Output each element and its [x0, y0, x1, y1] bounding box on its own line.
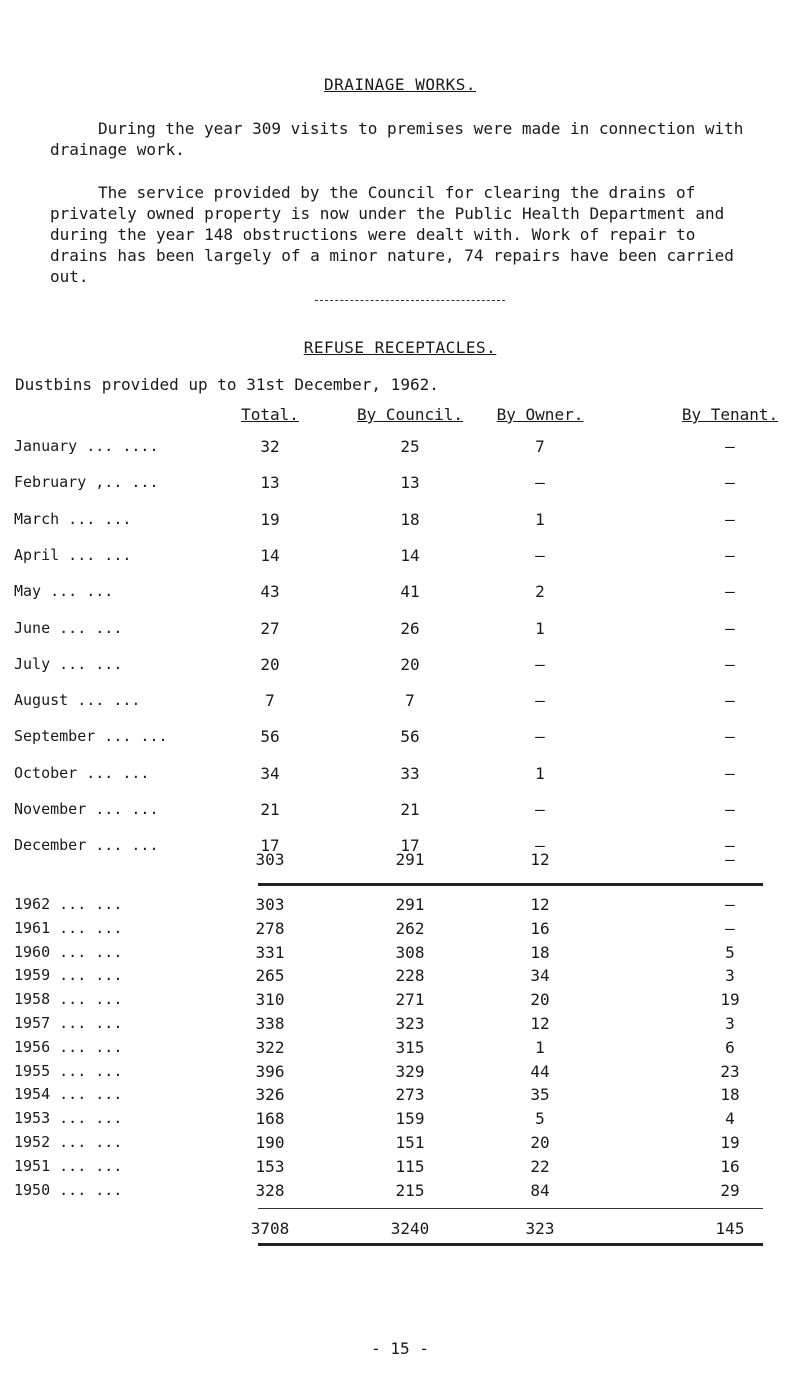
by-owner-cell: 5	[535, 1109, 545, 1129]
by-tenant-cell: 5	[725, 942, 735, 962]
total-cell: 168	[255, 1109, 285, 1129]
row-label: 1955 ... ...	[14, 1061, 123, 1080]
total-cell: 338	[255, 1014, 285, 1033]
by-tenant-cell: 3	[725, 966, 735, 986]
by-tenant-cell: –	[725, 545, 735, 565]
yearly-total-council: 3240	[390, 1219, 430, 1238]
by-council-cell: 41	[400, 582, 420, 602]
month-row	[0, 619, 800, 641]
by-tenant-cell: 19	[720, 1133, 740, 1152]
by-tenant-cell: 16	[720, 1156, 740, 1176]
year-row	[0, 1109, 800, 1131]
drain-clearing-paragraph: The service provided by the Council for clearing the drains of privately owned property is now under the Public Health Department and during the year 148 obstructions were dealt with. Work of repair to drains has been largely of a minor nature, 74 repairs have been carried out.	[50, 183, 734, 286]
monthly-total-underline	[258, 883, 763, 886]
by-tenant-cell: 19	[720, 990, 740, 1010]
monthly-total-owner: 12	[530, 850, 550, 869]
total-cell: 34	[260, 763, 280, 783]
total-cell: 17	[260, 836, 280, 856]
by-tenant-cell: –	[725, 618, 735, 638]
by-owner-cell: 18	[530, 942, 550, 962]
by-owner-cell: –	[535, 545, 545, 565]
by-council-cell: 323	[395, 1014, 425, 1033]
row-label: June ... ...	[14, 618, 123, 637]
section-divider	[315, 300, 505, 301]
by-council-cell: 13	[400, 473, 420, 493]
by-council-cell: 215	[395, 1180, 425, 1200]
row-label: 1960 ... ...	[14, 942, 123, 961]
by-owner-cell: 16	[530, 918, 550, 938]
by-owner-cell: 1	[535, 509, 545, 529]
by-council-cell: 115	[395, 1156, 425, 1176]
total-cell: 328	[255, 1180, 285, 1200]
monthly-total-tenant: –	[725, 850, 735, 869]
by-council-cell: 56	[400, 727, 420, 747]
by-council-cell: 271	[395, 990, 425, 1010]
monthly-total-council: 291	[395, 850, 425, 869]
by-tenant-cell: –	[725, 836, 735, 856]
by-council-cell: 21	[400, 800, 420, 819]
by-owner-cell: 35	[530, 1085, 550, 1105]
year-row	[0, 1038, 800, 1060]
total-cell: 278	[255, 918, 285, 938]
month-row	[0, 510, 800, 532]
row-label: August ... ...	[14, 691, 141, 710]
row-label: 1951 ... ...	[14, 1156, 123, 1175]
year-row	[0, 1157, 800, 1179]
month-row	[0, 800, 800, 822]
by-council-cell: 33	[400, 763, 420, 783]
row-label: April ... ...	[14, 545, 132, 564]
total-cell: 153	[255, 1156, 285, 1176]
total-cell: 21	[260, 800, 280, 819]
total-cell: 331	[255, 942, 285, 962]
by-owner-cell: 34	[530, 966, 550, 986]
row-label: 1954 ... ...	[14, 1085, 123, 1104]
total-cell: 396	[255, 1061, 285, 1081]
by-tenant-cell: 6	[725, 1037, 735, 1057]
by-owner-cell: 20	[530, 990, 550, 1010]
total-cell: 326	[255, 1085, 285, 1105]
by-tenant-cell: –	[725, 654, 735, 674]
by-owner-cell: –	[535, 691, 545, 711]
total-cell: 32	[260, 437, 280, 456]
row-label: 1958 ... ...	[14, 990, 123, 1009]
by-tenant-cell: 18	[720, 1085, 740, 1105]
by-council-cell: 14	[400, 545, 420, 565]
by-council-cell: 308	[395, 942, 425, 962]
row-label: December ... ...	[14, 836, 159, 855]
header-total: Total.	[241, 405, 299, 424]
by-owner-cell: –	[535, 473, 545, 493]
month-row	[0, 691, 800, 713]
by-council-cell: 26	[400, 618, 420, 638]
row-label: 1957 ... ...	[14, 1014, 123, 1032]
year-row	[0, 1014, 800, 1036]
by-tenant-cell: –	[725, 691, 735, 711]
by-council-cell: 329	[395, 1061, 425, 1081]
by-owner-cell: 44	[530, 1061, 550, 1081]
by-tenant-cell: 23	[720, 1061, 740, 1081]
by-owner-cell: 7	[535, 437, 545, 456]
yearly-total-tenant: 145	[715, 1219, 745, 1238]
page-title: DRAINAGE WORKS.	[324, 75, 476, 94]
month-row	[0, 582, 800, 604]
by-owner-cell: 12	[530, 895, 550, 914]
by-council-cell: 228	[395, 966, 425, 986]
year-row	[0, 1181, 800, 1203]
by-owner-cell: 1	[535, 618, 545, 638]
refuse-receptacles-heading: REFUSE RECEPTACLES.	[303, 338, 497, 357]
total-cell: 190	[255, 1133, 285, 1152]
row-label: May ... ...	[14, 582, 114, 601]
by-tenant-cell: –	[725, 918, 735, 938]
total-cell: 14	[260, 545, 280, 565]
row-label: March ... ...	[14, 509, 132, 528]
total-cell: 322	[255, 1037, 285, 1057]
yearly-totals-row	[0, 1219, 800, 1241]
row-label: 1952 ... ...	[14, 1133, 123, 1151]
by-owner-cell: 1	[535, 763, 545, 783]
total-cell: 27	[260, 618, 280, 638]
by-tenant-cell: –	[725, 437, 735, 456]
by-tenant-cell: –	[725, 727, 735, 747]
total-cell: 303	[255, 895, 285, 914]
by-council-cell: 291	[395, 895, 425, 914]
row-label: 1956 ... ...	[14, 1037, 123, 1056]
by-council-cell: 262	[395, 918, 425, 938]
header-by-council: By Council.	[357, 405, 463, 424]
by-tenant-cell: –	[725, 509, 735, 529]
year-row	[0, 1085, 800, 1107]
year-row	[0, 990, 800, 1012]
by-tenant-cell: –	[725, 800, 735, 819]
by-owner-cell: 22	[530, 1156, 550, 1176]
month-row	[0, 727, 800, 749]
yearly-total-total: 3708	[250, 1219, 290, 1238]
total-cell: 7	[265, 691, 275, 711]
total-cell: 56	[260, 727, 280, 747]
year-row	[0, 919, 800, 941]
month-row	[0, 655, 800, 677]
total-cell: 19	[260, 509, 280, 529]
month-row	[0, 437, 800, 459]
row-label: October ... ...	[14, 763, 150, 782]
by-tenant-cell: –	[725, 473, 735, 493]
total-cell: 13	[260, 473, 280, 493]
year-row	[0, 895, 800, 917]
by-tenant-cell: 3	[725, 1014, 735, 1033]
by-owner-cell: 2	[535, 582, 545, 602]
month-row	[0, 546, 800, 568]
year-row	[0, 966, 800, 988]
monthly-total-total: 303	[255, 850, 285, 869]
by-council-cell: 315	[395, 1037, 425, 1057]
by-tenant-cell: 29	[720, 1180, 740, 1200]
year-row	[0, 943, 800, 965]
by-owner-cell: 1	[535, 1037, 545, 1057]
by-owner-cell: 20	[530, 1133, 550, 1152]
by-tenant-cell: –	[725, 582, 735, 602]
yearly-total-overline	[258, 1208, 763, 1209]
by-council-cell: 25	[400, 437, 420, 456]
by-tenant-cell: –	[725, 763, 735, 783]
row-label: 1961 ... ...	[14, 918, 123, 937]
monthly-totals-row	[0, 850, 800, 872]
row-label: 1953 ... ...	[14, 1109, 123, 1128]
header-by-owner: By Owner.	[496, 405, 584, 424]
by-owner-cell: –	[535, 836, 545, 856]
month-row	[0, 764, 800, 786]
by-owner-cell: –	[535, 727, 545, 747]
by-council-cell: 17	[400, 836, 420, 856]
month-row	[0, 473, 800, 495]
row-label: July ... ...	[14, 654, 123, 673]
total-cell: 310	[255, 990, 285, 1010]
by-council-cell: 18	[400, 509, 420, 529]
header-by-tenant: By Tenant.	[681, 405, 779, 424]
row-label: 1959 ... ...	[14, 966, 123, 985]
column-headers	[0, 405, 800, 427]
row-label: January ... ....	[14, 437, 159, 455]
by-council-cell: 151	[395, 1133, 425, 1152]
row-label: November ... ...	[14, 800, 159, 818]
page-number: - 15 -	[371, 1339, 429, 1358]
total-cell: 20	[260, 654, 280, 674]
year-row	[0, 1133, 800, 1155]
row-label: February ,.. ...	[14, 473, 159, 492]
by-owner-cell: 12	[530, 1014, 550, 1033]
by-owner-cell: –	[535, 654, 545, 674]
by-owner-cell: 84	[530, 1180, 550, 1200]
total-cell: 43	[260, 582, 280, 602]
by-council-cell: 159	[395, 1109, 425, 1129]
row-label: 1962 ... ...	[14, 895, 123, 913]
yearly-total-owner: 323	[525, 1219, 555, 1238]
year-row	[0, 1062, 800, 1084]
by-owner-cell: –	[535, 800, 545, 819]
total-cell: 265	[255, 966, 285, 986]
by-council-cell: 20	[400, 654, 420, 674]
by-council-cell: 273	[395, 1085, 425, 1105]
yearly-total-underline	[258, 1243, 763, 1246]
row-label: September ... ...	[14, 727, 168, 746]
row-label: 1950 ... ...	[14, 1180, 123, 1199]
by-tenant-cell: –	[725, 895, 735, 914]
by-tenant-cell: 4	[725, 1109, 735, 1129]
drainage-visits-paragraph: During the year 309 visits to premises were made in connection with drainage work.	[50, 119, 744, 159]
dustbins-intro: Dustbins provided up to 31st December, 1962.	[15, 375, 439, 394]
by-council-cell: 7	[405, 691, 415, 711]
